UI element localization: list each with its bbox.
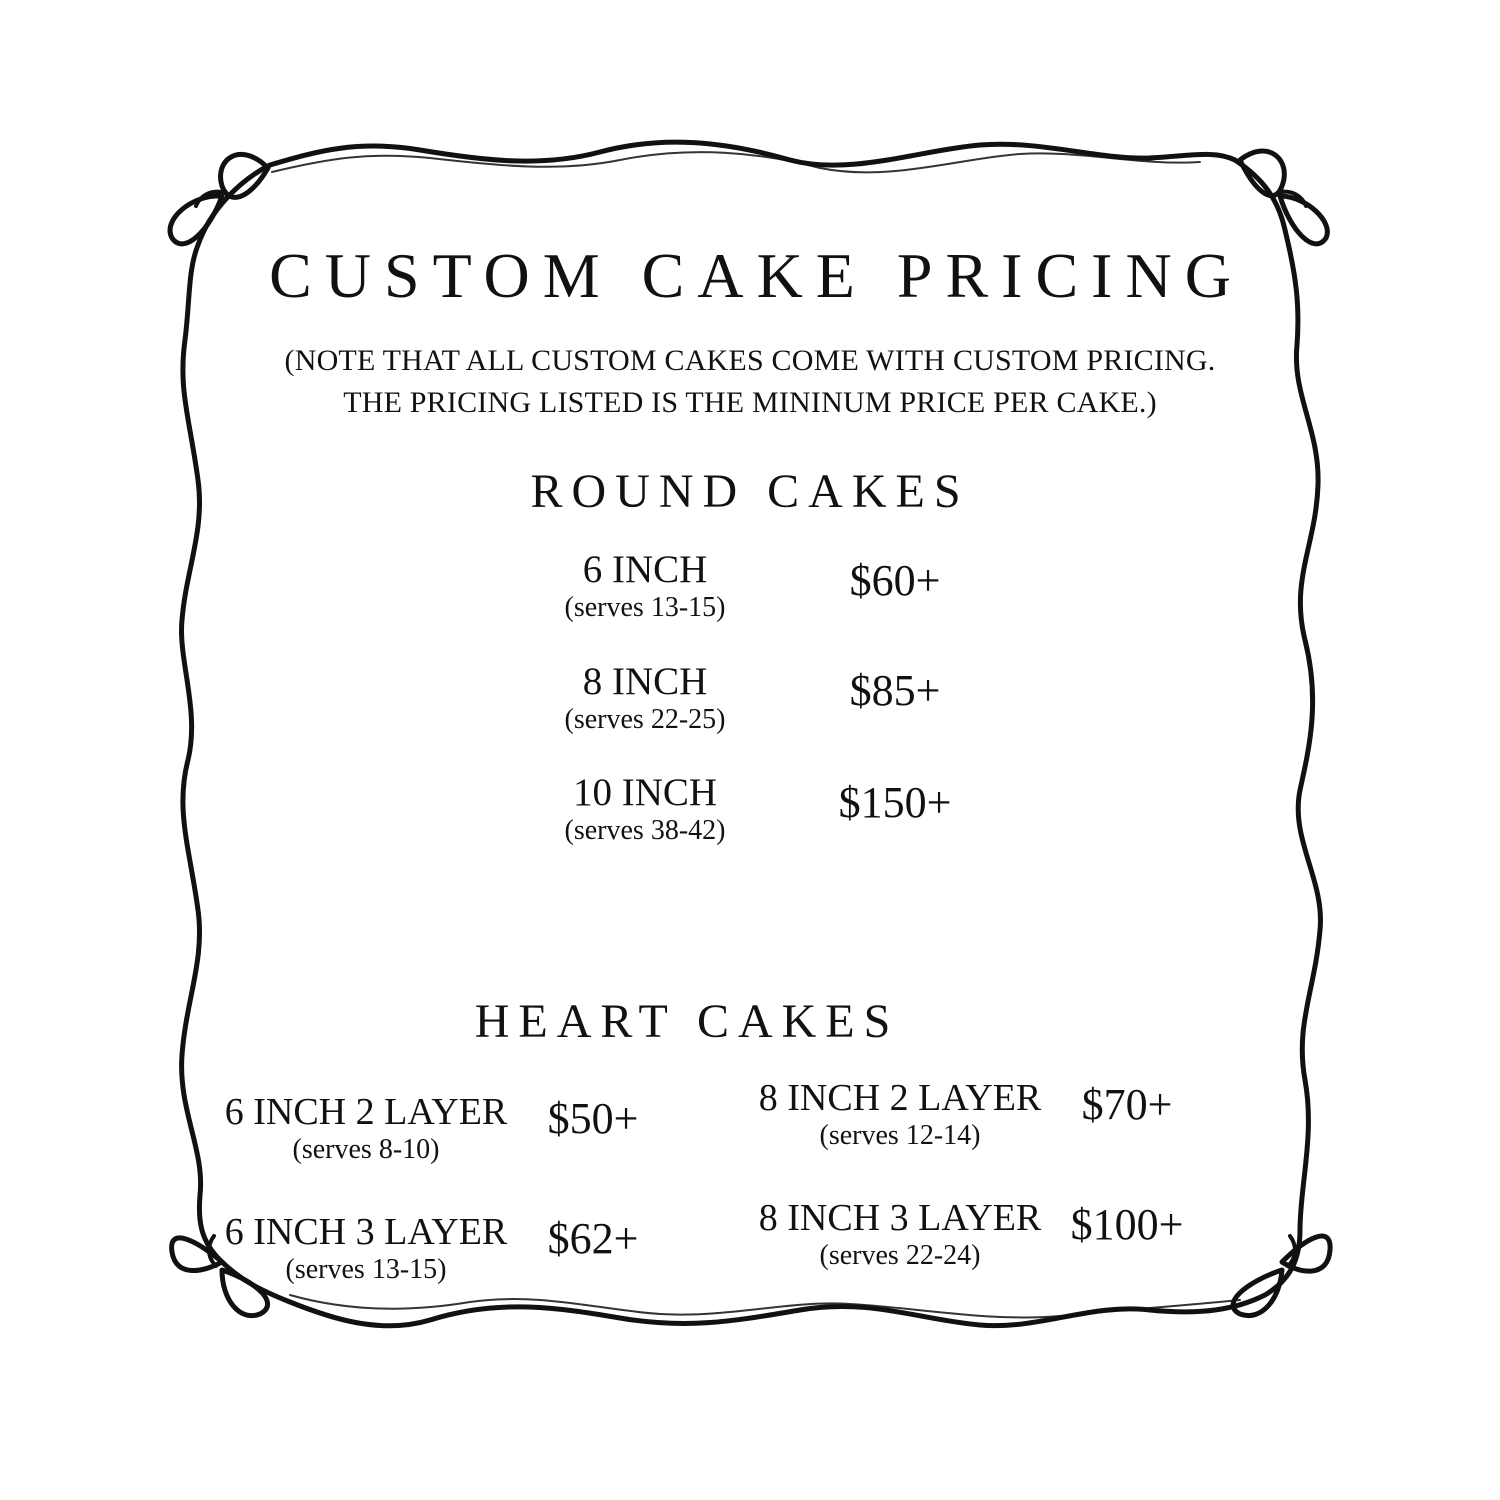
round-item-size: 8 INCH [582, 660, 708, 703]
heart-item-size: 6 INCH 2 LAYER [224, 1091, 508, 1133]
heart-item-serves: (serves 8-10) [292, 1134, 440, 1165]
heart-item-size: 8 INCH 3 LAYER [758, 1197, 1042, 1239]
round-cakes-heading: ROUND CAKES [530, 465, 970, 518]
heart-item [206, 1210, 526, 1286]
heart-item-price: $100+ [1070, 1200, 1184, 1249]
heart-item-price: $62+ [547, 1214, 639, 1263]
heart-cakes-heading: HEART CAKES [474, 995, 900, 1048]
round-item-serves: (serves 38-42) [564, 815, 726, 846]
note-line-2: THE PRICING LISTED IS THE MININUM PRICE PER CAKE.) [343, 386, 1157, 419]
heart-item-serves: (serves 22-24) [819, 1240, 981, 1271]
pricing-note [0, 340, 1500, 424]
round-item-price: $85+ [849, 666, 941, 715]
ribbon-bow-icon [170, 154, 268, 243]
round-item [545, 660, 745, 736]
round-item [545, 771, 745, 847]
round-item-serves: (serves 13-15) [564, 592, 726, 623]
heart-item-price: $50+ [547, 1094, 639, 1143]
heart-item-serves: (serves 13-15) [285, 1254, 447, 1285]
heart-item-size: 6 INCH 3 LAYER [224, 1211, 508, 1253]
round-item [545, 548, 745, 624]
heart-item-serves: (serves 12-14) [819, 1120, 981, 1151]
heart-item-size: 8 INCH 2 LAYER [758, 1077, 1042, 1119]
round-item-size: 10 INCH [572, 771, 718, 814]
heart-item [740, 1196, 1060, 1272]
round-item-size: 6 INCH [582, 548, 708, 591]
round-item-price: $150+ [838, 778, 952, 827]
heart-item-price: $70+ [1081, 1080, 1173, 1129]
page-title: CUSTOM CAKE PRICING [269, 240, 1244, 311]
note-line-1: (NOTE THAT ALL CUSTOM CAKES COME WITH CUSTOM PRICING. [284, 344, 1216, 377]
round-item-price: $60+ [849, 556, 941, 605]
heart-item [740, 1076, 1060, 1152]
heart-item [206, 1090, 526, 1166]
round-item-serves: (serves 22-25) [564, 704, 726, 735]
